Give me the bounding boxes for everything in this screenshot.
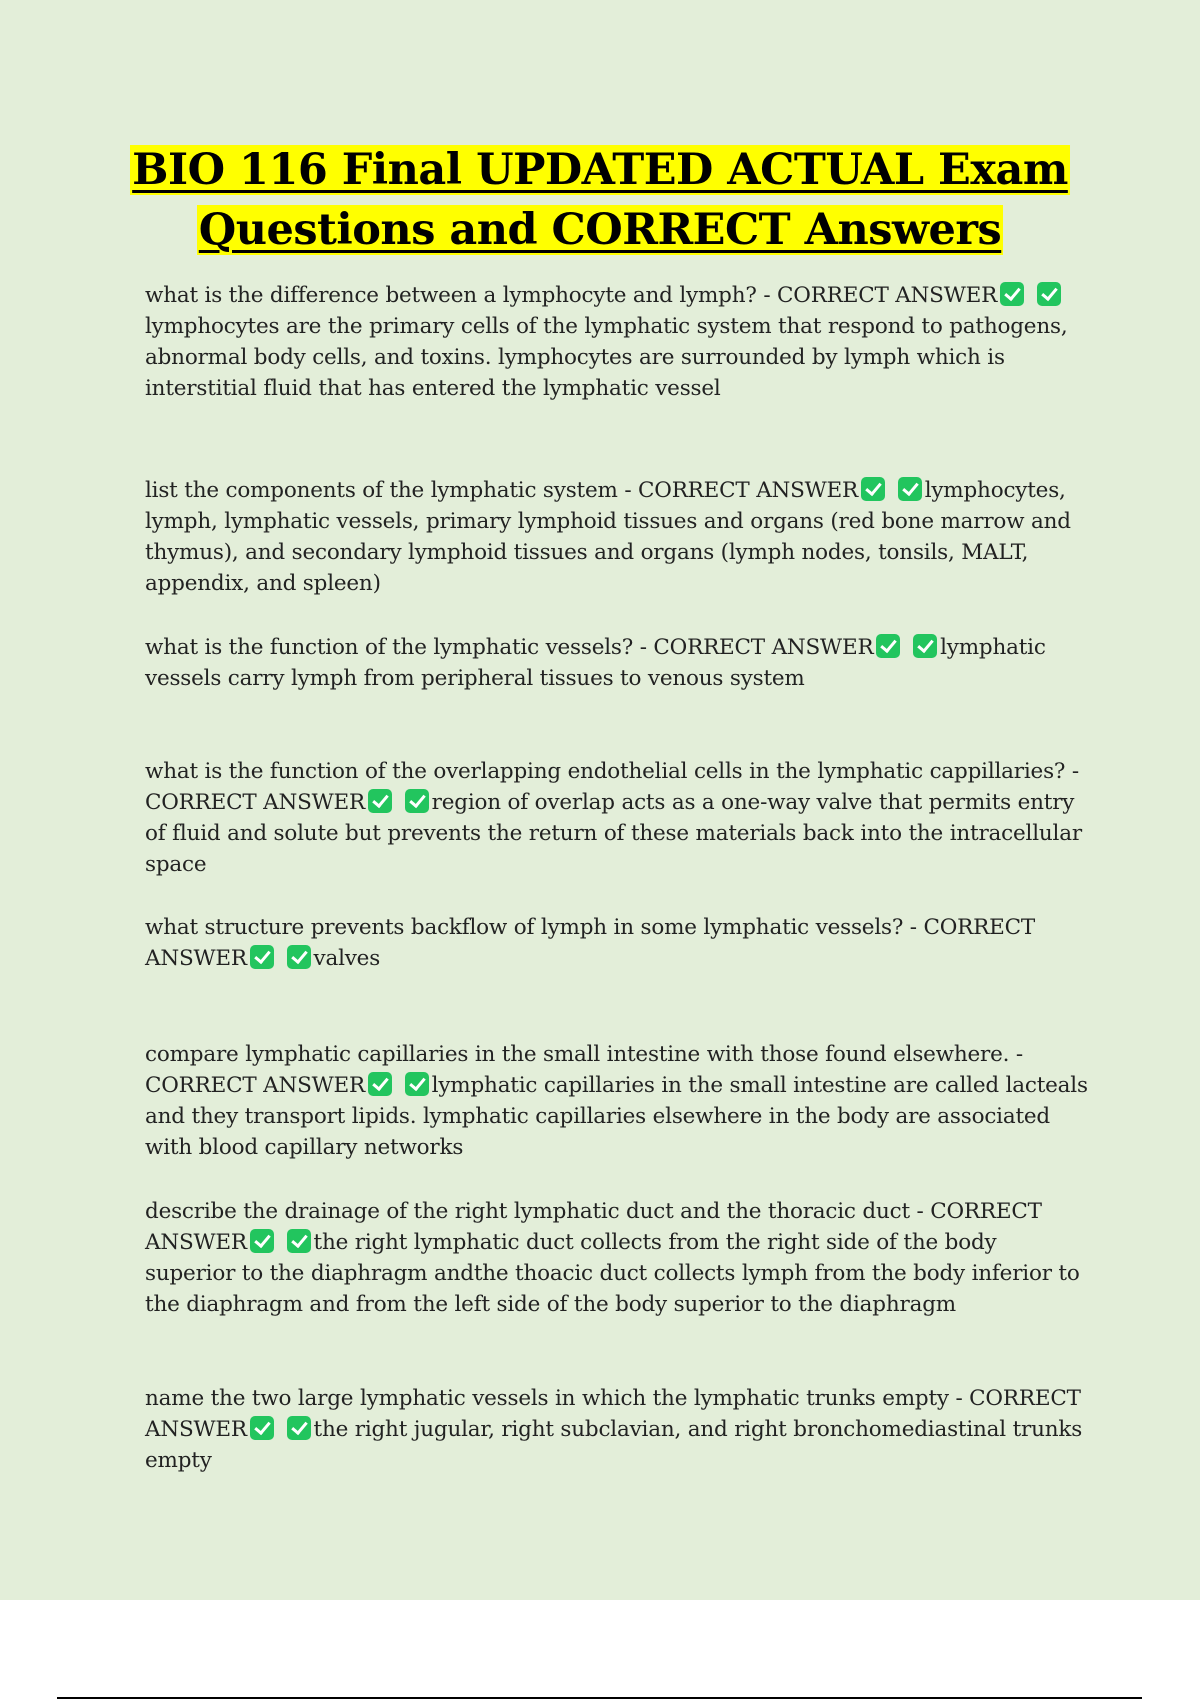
answer-text: region of overlap acts as a one-way valve that permits entry of fluid and solute but prevents the return of these materials back into the intracellular space: [145, 790, 1082, 877]
qa-item: [145, 1383, 1090, 1476]
qa-item: [145, 1196, 1090, 1320]
answer-text: valves: [313, 946, 381, 971]
check-box-icon: [898, 477, 922, 501]
question-text: what structure prevents backflow of lymph in some lymphatic vessels? - CORRECT ANSWER: [145, 915, 1036, 971]
check-box-icon: [287, 1416, 311, 1440]
check-box-icon: [1000, 282, 1024, 306]
answer-text: lymphocytes, lymph, lymphatic vessels, primary lymphoid tissues and organs (red bone marrow and thymus), and secondary lymphoid tissues and organs (lymph nodes, tonsils, MALT, appendix, and spleen): [145, 478, 1071, 596]
check-box-icon: [913, 634, 937, 658]
question-text: describe the drainage of the right lymphatic duct and the thoracic duct - CORRECT ANSWER: [145, 1199, 1042, 1255]
qa-item: [145, 912, 1090, 974]
check-box-icon: [250, 1229, 274, 1253]
check-box-icon: [287, 1229, 311, 1253]
answer-text: the right jugular, right subclavian, and right bronchomediastinal trunks empty: [145, 1417, 1083, 1473]
question-text: list the components of the lymphatic system - CORRECT ANSWER: [145, 478, 859, 503]
answer-text: the right lymphatic duct collects from the right side of the body superior to the diaphragm andthe thoacic duct collects lymph from the body inferior to the diaphragm and from the left side of the body superior to the diaphragm: [145, 1230, 1080, 1317]
check-box-icon: [250, 945, 274, 969]
check-box-icon: [287, 945, 311, 969]
qa-item: [145, 1039, 1090, 1163]
question-text: what is the function of the lymphatic vessels? - CORRECT ANSWER: [145, 635, 874, 660]
page-title: [0, 140, 1200, 260]
qa-item: [145, 280, 1090, 404]
question-text: what is the difference between a lymphocyte and lymph? - CORRECT ANSWER: [145, 283, 998, 308]
question-text: compare lymphatic capillaries in the small intestine with those found elsewhere. - CORRECT ANSWER: [145, 1042, 1023, 1098]
answer-text: lymphatic vessels carry lymph from peripheral tissues to venous system: [145, 635, 1046, 691]
qa-item: [145, 475, 1090, 599]
title-line-1: BIO 116 Final UPDATED ACTUAL Exam: [132, 145, 1068, 195]
footer-divider: [57, 1697, 1142, 1699]
check-box-icon: [405, 1072, 429, 1096]
qa-item: [145, 632, 1090, 694]
check-box-icon: [368, 789, 392, 813]
answer-text: lymphocytes are the primary cells of the lymphatic system that respond to pathogens, abnormal body cells, and toxins. lymphocytes are surrounded by lymph which is interstitial fluid that has entered the lymphatic vessel: [145, 314, 1068, 401]
check-box-icon: [405, 789, 429, 813]
answer-text: lymphatic capillaries in the small intestine are called lacteals and they transport lipids. lymphatic capillaries elsewhere in the body are associated with blood capillary networks: [145, 1073, 1088, 1160]
question-text: name the two large lymphatic vessels in which the lymphatic trunks empty - CORRECT ANSWER: [145, 1386, 1081, 1442]
question-text: what is the function of the overlapping endothelial cells in the lymphatic cappillaries? - CORRECT ANSWER: [145, 759, 1079, 815]
check-box-icon: [1037, 282, 1061, 306]
check-box-icon: [876, 634, 900, 658]
check-box-icon: [861, 477, 885, 501]
check-box-icon: [250, 1416, 274, 1440]
check-box-icon: [368, 1072, 392, 1096]
title-line-2: Questions and CORRECT Answers: [198, 205, 1002, 255]
qa-item: [145, 756, 1090, 880]
